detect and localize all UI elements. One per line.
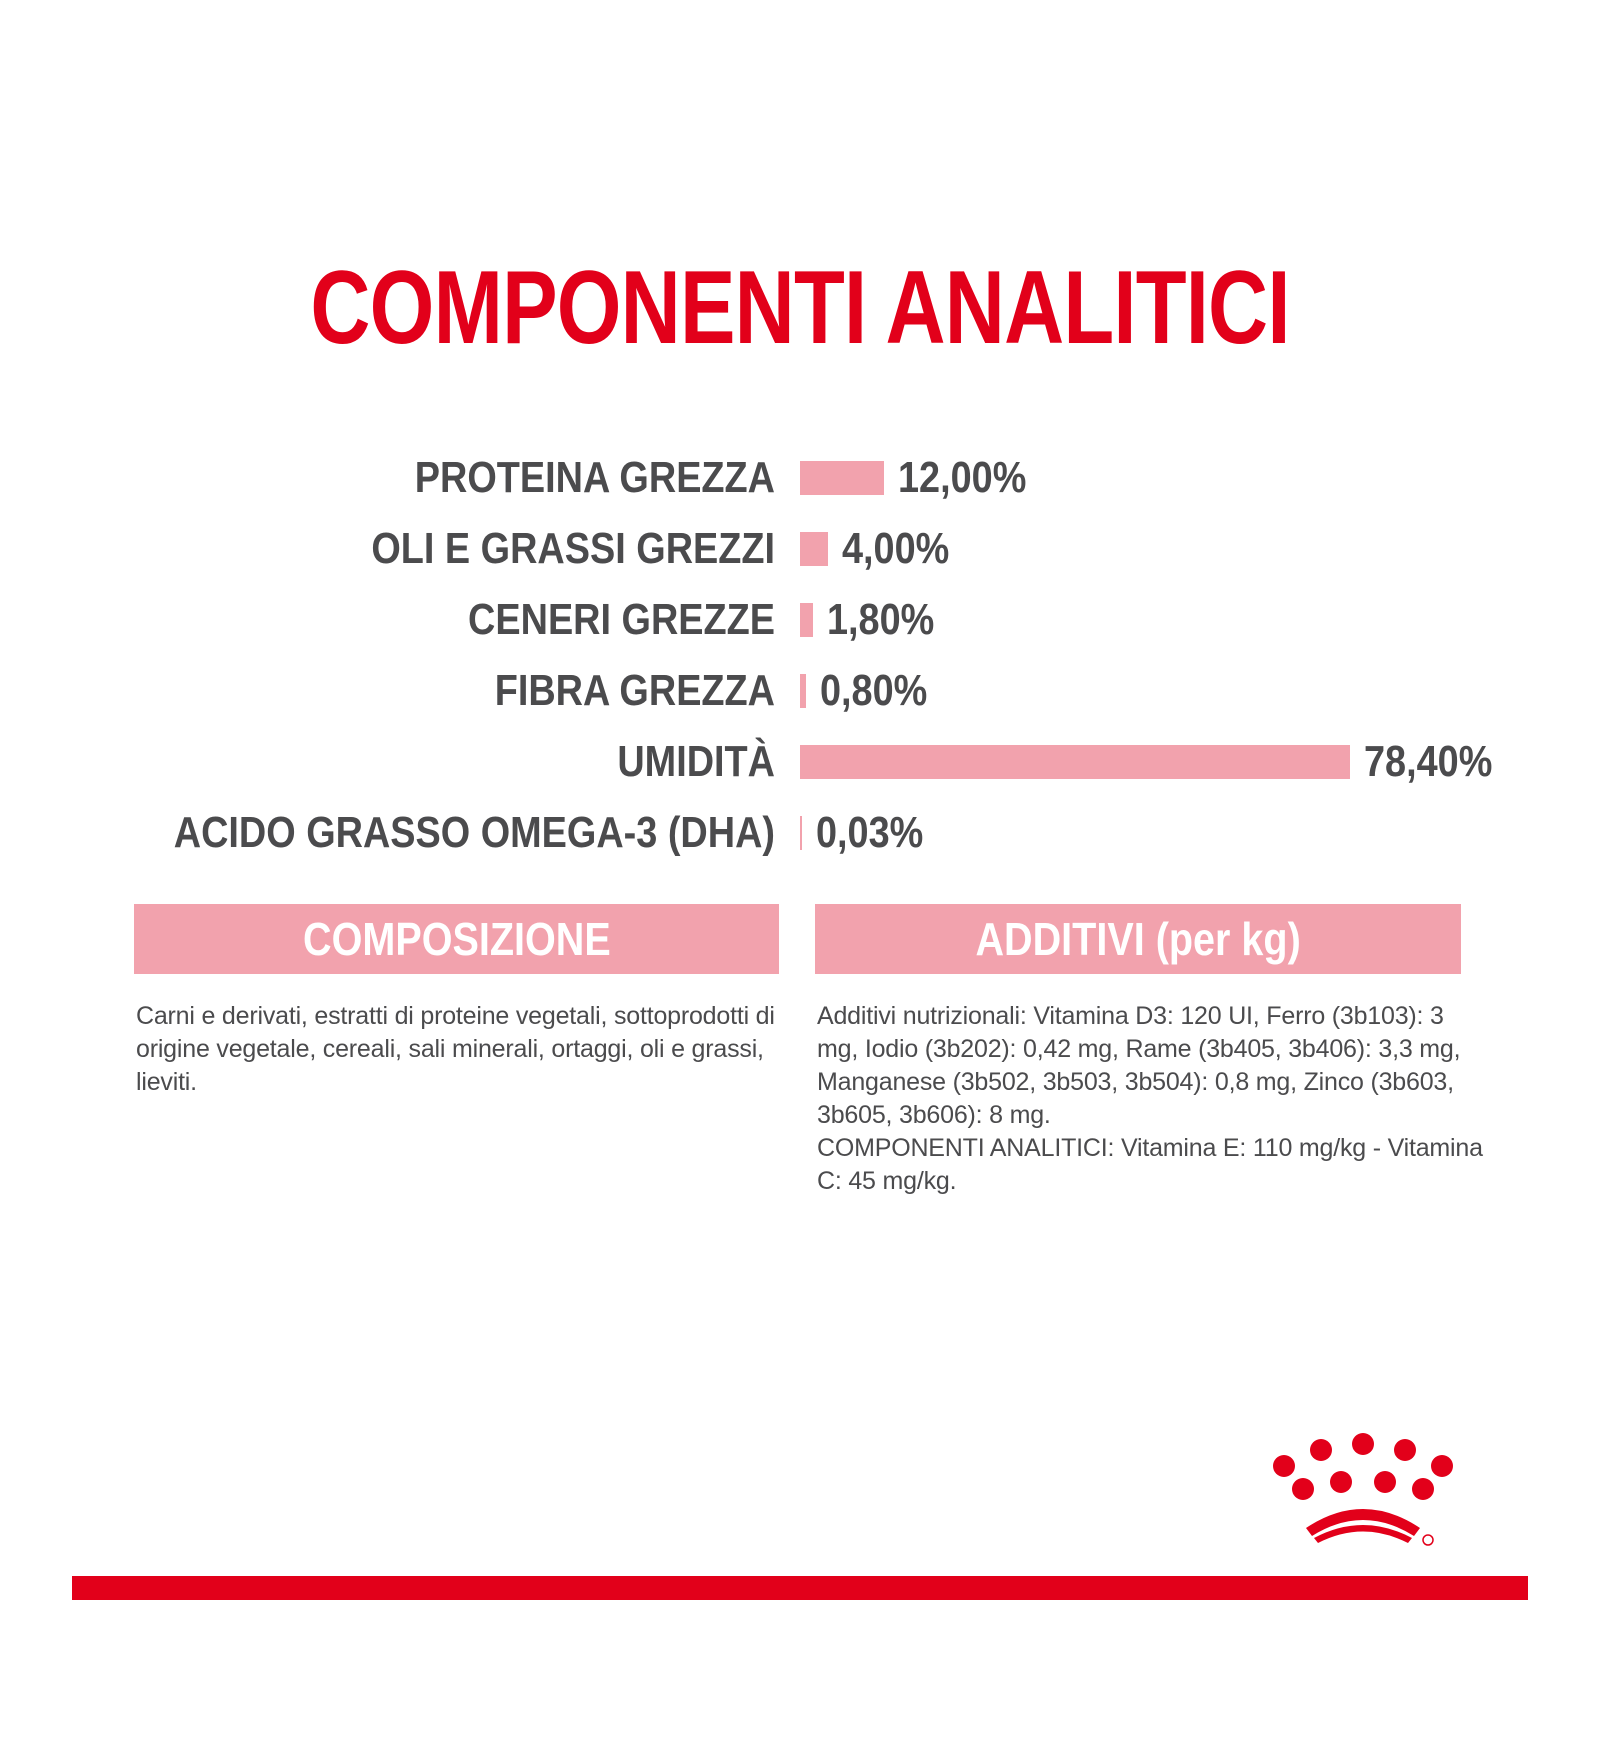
chart-bar [800,461,884,495]
additives-text: Additivi nutrizionali: Vitamina D3: 120 UI, Ferro (3b103): 3 mg, Iodio (3b202): 0,42 mg, Rame (3b405, 3b406): 3,3 mg, Manganese (3b502, 3b503, 3b504): 0,8 mg, Zinco (3b603, 3b605, 3b606): 8 mg. COMPONENTI ANALITICI: Vitamina E: 110 mg/kg - Vitamina C: 45 mg/kg. [817,1002,1483,1195]
chart-bar [800,603,813,637]
chart-value-label: 12,00% [898,453,1027,502]
chart-category-label: ACIDO GRASSO OMEGA-3 (DHA) [173,808,776,857]
chart-category-label: FIBRA GREZZA [494,666,775,715]
chart-category-label: PROTEINA GREZZA [414,453,775,502]
chart-value-label: 1,80% [826,595,934,644]
composition-header [134,904,779,974]
chart-category-label: UMIDITÀ [617,737,775,786]
chart-value-label: 0,03% [816,808,924,857]
page-title: COMPONENTI ANALITICI [310,249,1290,366]
crown-logo-icon [1268,1432,1458,1548]
chart-category-label: OLI E GRASSI GREZZI [371,524,775,573]
additives-header [815,904,1461,974]
composition-header-label: COMPOSIZIONE [302,913,611,965]
chart-value-label: 0,80% [819,666,927,715]
composition-text: Carni e derivati, estratti di proteine vegetali, sottoprodotti di origine vegetale, cereali, sali minerali, ortaggi, oli e grassi, lieviti. [136,1002,775,1096]
chart-bar [800,816,802,850]
chart-bar [800,745,1350,779]
additives-header-label: ADDITIVI (per kg) [975,913,1301,965]
chart-bar [800,674,806,708]
chart-bar [800,532,828,566]
chart-value-label: 78,40% [1364,737,1493,786]
bottom-stripe [72,1576,1528,1600]
chart-category-label: CENERI GREZZE [468,595,775,644]
chart-value-label: 4,00% [842,524,950,573]
